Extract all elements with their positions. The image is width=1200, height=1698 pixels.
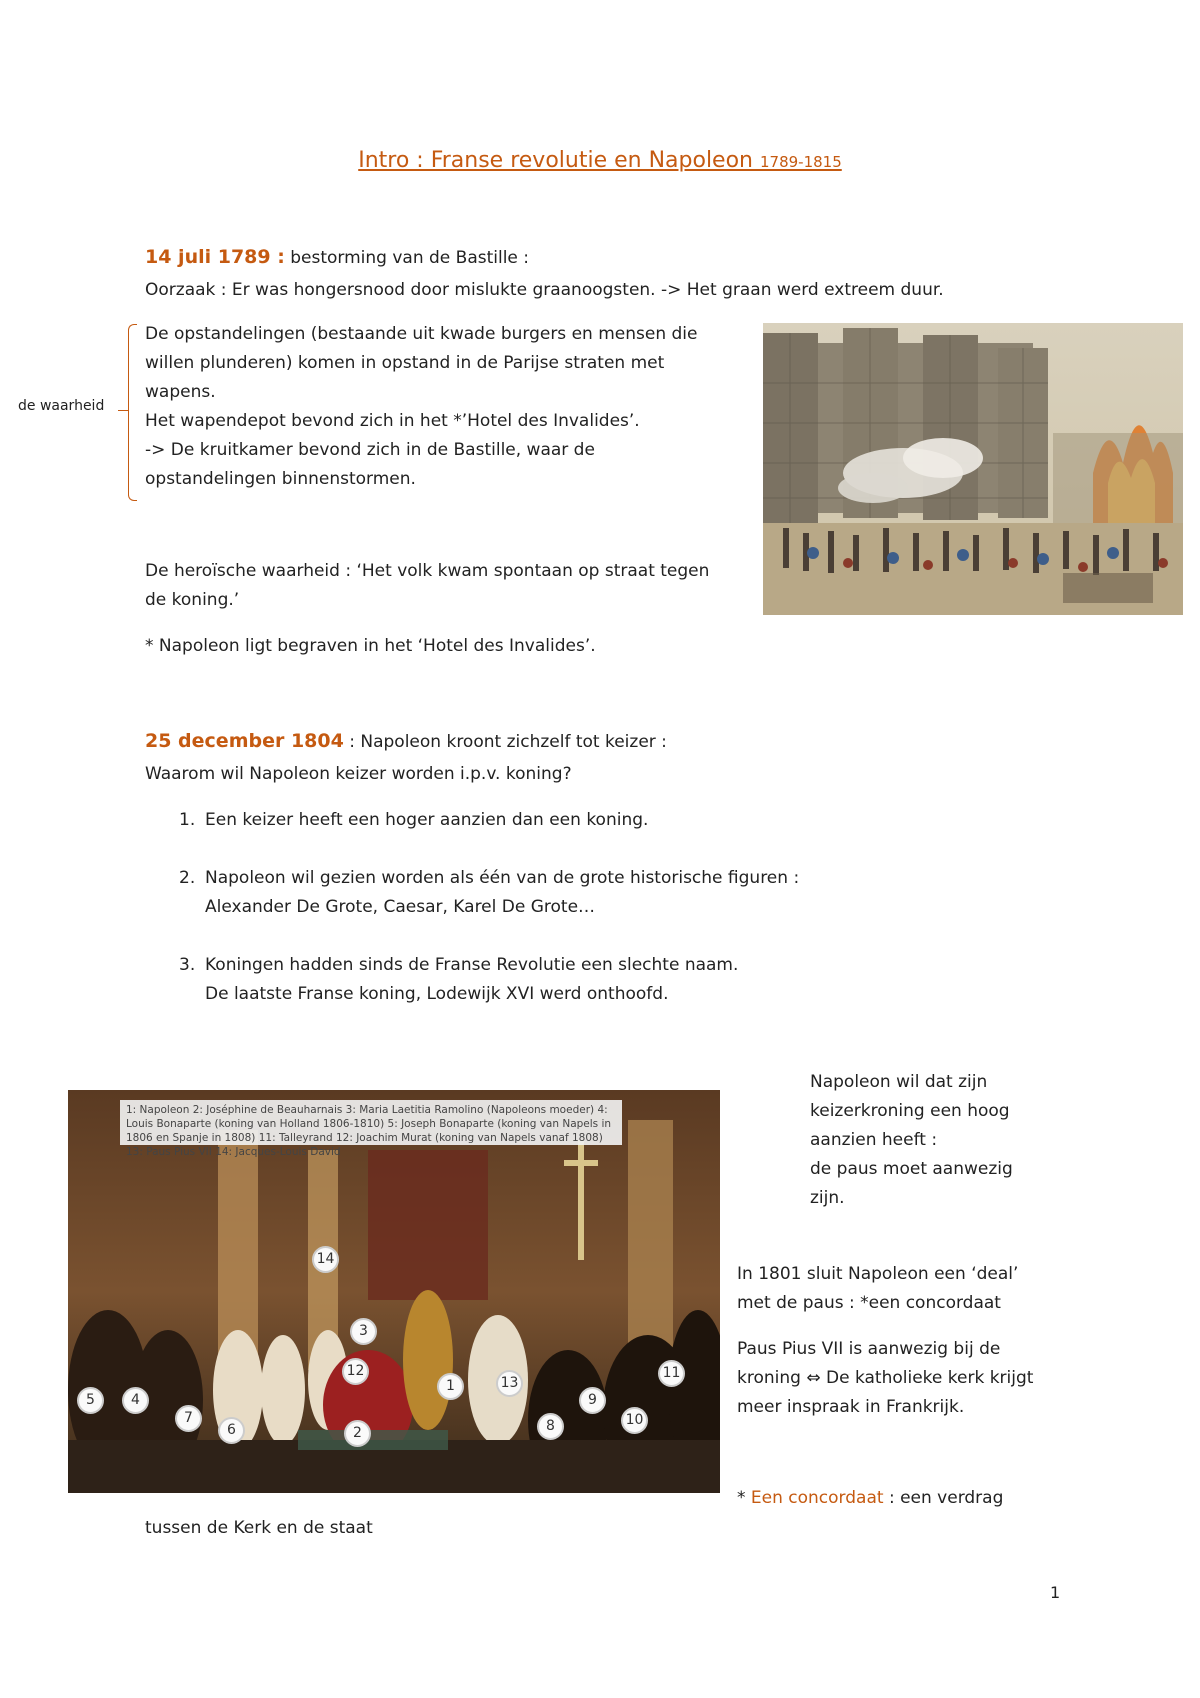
truth-line: Het wapendepot bevond zich in het *’Hotel des Invalides’.	[145, 411, 640, 431]
page-title	[0, 148, 1200, 173]
truth-line: wapens.	[145, 382, 216, 402]
coronation-painting	[68, 1090, 720, 1493]
truth-line: -> De kruitkamer bevond zich in de Bastille, waar de	[145, 440, 595, 460]
reason-line: De laatste Franse koning, Lodewijk XVI werd onthoofd.	[205, 984, 669, 1004]
page-number: 1	[1050, 1583, 1061, 1602]
section2-question: Waarom wil Napoleon keizer worden i.p.v. koning?	[145, 764, 572, 784]
para-line: met de paus : *een concordaat	[737, 1293, 1001, 1313]
list-item	[135, 864, 799, 922]
pope-presence-paragraph	[810, 1068, 1013, 1213]
figure-badge: 2	[344, 1420, 371, 1447]
para-line: In 1801 sluit Napoleon een ‘deal’	[737, 1264, 1019, 1284]
pope-coronation-paragraph	[737, 1335, 1033, 1422]
definition-star: *	[737, 1488, 746, 1508]
list-number: 3.	[179, 955, 196, 975]
list-number: 2.	[179, 868, 196, 888]
list-number: 1.	[179, 810, 196, 830]
concordat-definition	[737, 1484, 1003, 1513]
list-item	[135, 806, 799, 835]
para-fragment: De katholieke kerk krijgt	[826, 1368, 1034, 1388]
figure-badge: 12	[342, 1358, 369, 1385]
figure-badge: 10	[621, 1407, 648, 1434]
section2-heading-text: : Napoleon kroont zichzelf tot keizer :	[349, 732, 667, 752]
para-line: meer inspraak in Frankrijk.	[737, 1397, 965, 1417]
truth-line: De opstandelingen (bestaande uit kwade burgers en mensen die	[145, 324, 698, 344]
para-line: de paus moet aanwezig	[810, 1159, 1013, 1179]
figure-badge: 6	[218, 1417, 245, 1444]
reason-line: Een keizer heeft een hoger aanzien dan een koning.	[205, 810, 649, 830]
heroic-line: De heroïsche waarheid : ‘Het volk kwam spontaan op straat tegen	[145, 561, 710, 581]
para-line: aanzien heeft :	[810, 1130, 938, 1150]
figure-badge: 11	[658, 1360, 685, 1387]
section1-heading	[145, 246, 529, 268]
title-main: Intro : Franse revolutie en Napoleon	[358, 148, 753, 173]
para-line	[737, 1364, 1033, 1393]
reason-line: Koningen hadden sinds de Franse Revolutie een slechte naam.	[205, 955, 739, 975]
section1-footnote: * Napoleon ligt begraven in het ‘Hotel des Invalides’.	[145, 636, 596, 656]
list-item	[135, 951, 799, 1009]
reasons-list	[135, 806, 799, 1009]
para-line: keizerkroning een hoog	[810, 1101, 1010, 1121]
section1-date: 14 juli 1789 :	[145, 246, 285, 268]
figure-badge: 3	[350, 1318, 377, 1345]
title-years: 1789-1815	[760, 153, 842, 171]
truth-line: opstandelingen binnenstormen.	[145, 469, 416, 489]
definition-text: : een verdrag	[888, 1488, 1004, 1508]
figure-badge: 4	[122, 1387, 149, 1414]
figure-badge: 5	[77, 1387, 104, 1414]
reason-line: Alexander De Grote, Caesar, Karel De Grote…	[205, 897, 596, 917]
figure-badge: 8	[537, 1413, 564, 1440]
figure-badge: 14	[312, 1246, 339, 1273]
bracket-tick	[118, 410, 128, 411]
figure-badge: 13	[496, 1370, 523, 1397]
bastille-storming-image	[763, 323, 1183, 615]
para-fragment: kroning	[737, 1368, 801, 1388]
truth-bracket	[128, 324, 137, 501]
section2-heading	[145, 730, 667, 752]
heroic-paragraph	[145, 557, 709, 615]
section1-cause: Oorzaak : Er was hongersnood door mislukte graanoogsten. -> Het graan werd extreem duur.	[145, 280, 944, 300]
figure-badge: 7	[175, 1405, 202, 1432]
truth-paragraph	[145, 320, 697, 494]
truth-line: willen plunderen) komen in opstand in de Parijse straten met	[145, 353, 665, 373]
equivalence-arrow-icon: ⇔	[806, 1368, 821, 1388]
para-line: zijn.	[810, 1188, 845, 1208]
figure-badge: 9	[579, 1387, 606, 1414]
concordat-definition-continued: tussen de Kerk en de staat	[145, 1518, 373, 1538]
figure-badge: 1	[437, 1373, 464, 1400]
definition-term: Een concordaat	[750, 1488, 884, 1508]
section2-date: 25 december 1804	[145, 730, 344, 752]
reason-line: Napoleon wil gezien worden als één van de grote historische figuren :	[205, 868, 800, 888]
section1-heading-text: bestorming van de Bastille :	[290, 248, 530, 268]
heroic-line: de koning.’	[145, 590, 240, 610]
concordat-deal-paragraph	[737, 1260, 1018, 1318]
side-note-truth: de waarheid	[18, 398, 105, 414]
para-line: Paus Pius VII is aanwezig bij de	[737, 1339, 1001, 1359]
para-line: Napoleon wil dat zijn	[810, 1072, 988, 1092]
painting-caption: 1: Napoleon 2: Joséphine de Beauharnais 3: Maria Laetitia Ramolino (Napoleons moeder) 4: Louis Bonaparte (koning van Holland 1806-1810) 5: Joseph Bonaparte (koning van Napels in 1806 en Spanje in 1808) 11: Talleyrand 12: Joachim Murat (koning van Napels vanaf 1808) 13: Paus Pius VII 14: Jacques-Louis David	[120, 1100, 622, 1145]
